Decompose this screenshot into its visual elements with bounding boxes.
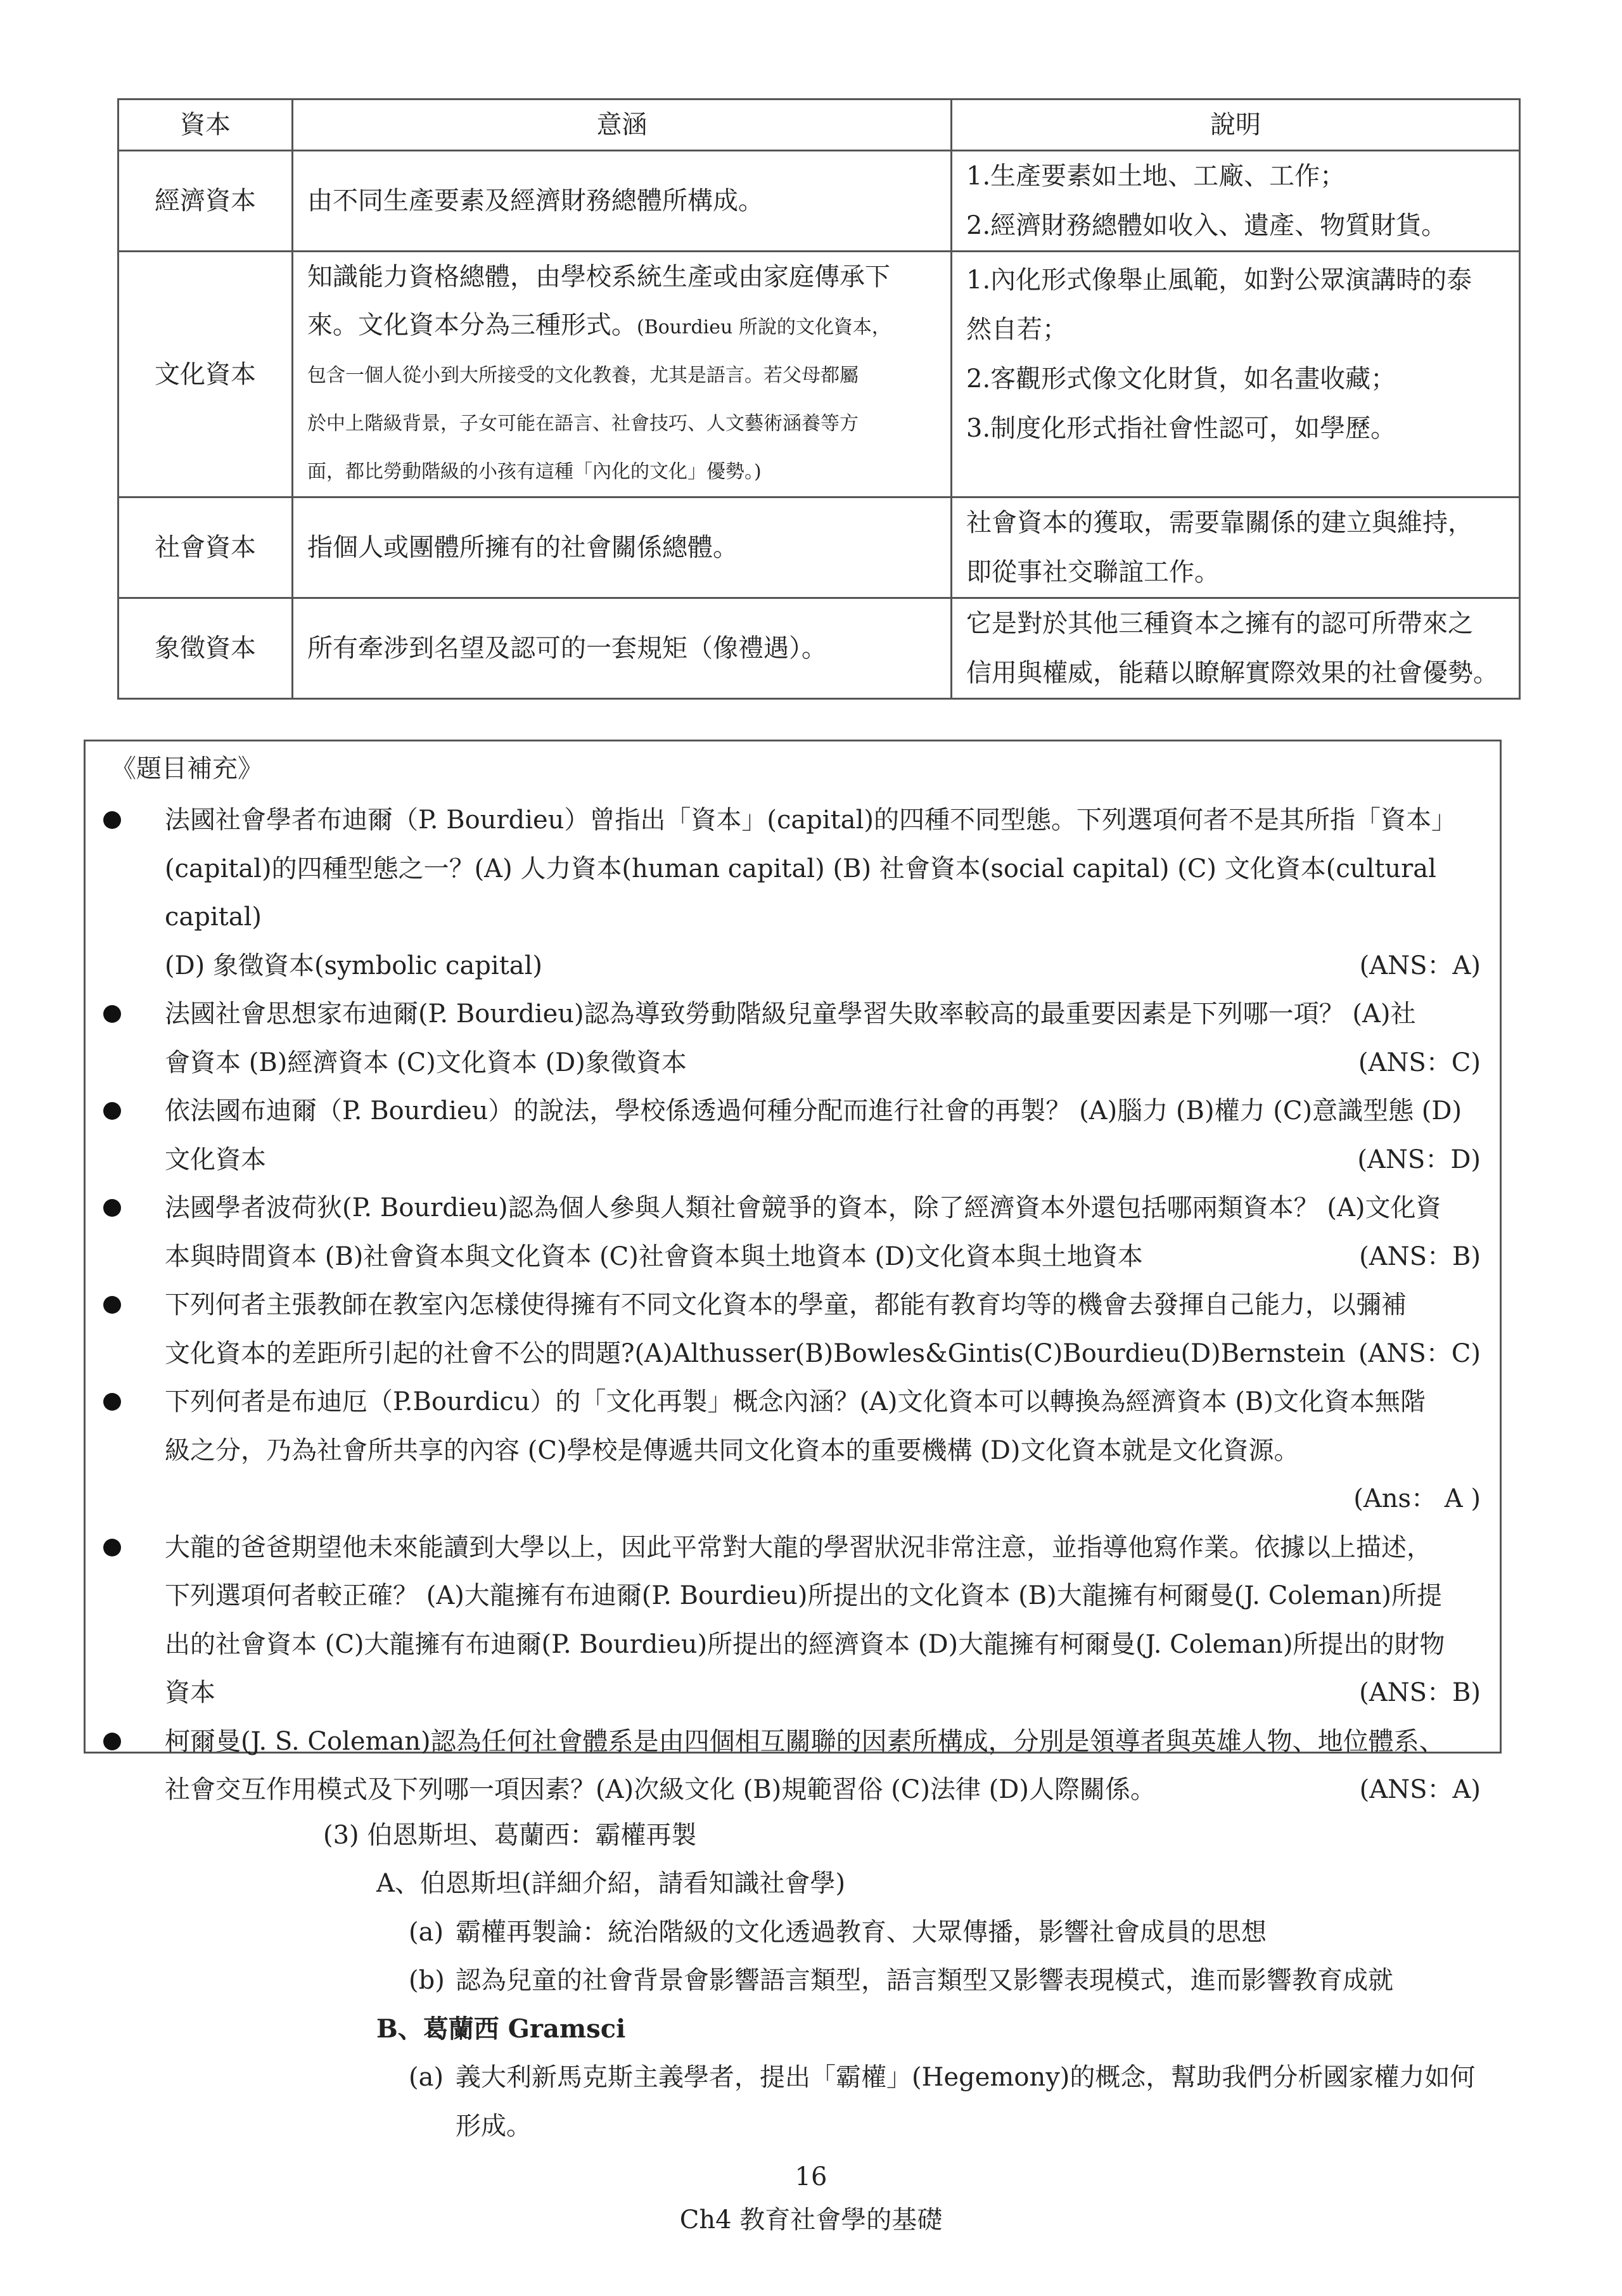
bullet-icon: [103, 1539, 121, 1556]
bullet-icon: [103, 1102, 121, 1120]
bullet-icon: [103, 1296, 121, 1314]
row-meaning: 指個人或團體所擁有的社會關係總體。: [293, 497, 952, 598]
table-row: [118, 598, 1520, 699]
page-number: 16: [795, 2162, 827, 2191]
outline-item: (a) 義大利新馬克斯主義學者，提出「霸權」(Hegemony)的概念，幫助我們分析國家權力如何: [409, 2063, 1476, 2092]
row-explain: 1.生產要素如土地、工廠、工作； 2.經濟財務總體如收入、遺產、物質財貨。: [952, 151, 1520, 252]
table-row: [118, 252, 1520, 497]
question-item: 柯爾曼(J. S. Coleman)認為任何社會體系是由四個相互關聯的因素所構成，分別是領導者與英雄人物、地位體系、 社會交互作用模式及下列哪一項因素？(A)次級文化 (B)規範習俗 (C)法律 (D)人際關係。 (ANS：A): [86, 1717, 1500, 1814]
subsection-a-title: A、伯恩斯坦(詳細介紹，請看知識社會學): [376, 1869, 846, 1898]
header-explain: 說明: [952, 99, 1520, 151]
question-item: 下列何者是布迪厄（P.Bourdicu）的「文化再製」概念內涵？(A)文化資本可以轉換為經濟資本 (B)文化資本無階 級之分，乃為社會所共享的內容 (C)學校是傳遞共同文化資本的重要機構 (D)文化資本就是文化資源。 (Ans： A ): [86, 1378, 1500, 1523]
answer-label: (ANS：C): [1358, 1048, 1481, 1077]
answer-label: (ANS：C): [1358, 1338, 1481, 1368]
row-explain: 社會資本的獲取，需要靠關係的建立與維持， 即從事社交聯誼工作。: [952, 497, 1520, 598]
answer-label: (ANS：B): [1359, 1678, 1481, 1707]
table-row: [118, 497, 1520, 598]
supplement-box: [84, 740, 1502, 1804]
question-item: 下列何者主張教師在教室內怎樣使得擁有不同文化資本的學童，都能有教育均等的機會去發揮自己能力，以彌補 文化資本的差距所引起的社會不公的問題?(A)Althusser(B)Bowles&Gintis(C)Bourdieu(D)Bernstein (ANS：C): [86, 1281, 1500, 1378]
row-explain: 它是對於其他三種資本之擁有的認可所帶來之 信用與權威，能藉以瞭解實際效果的社會優勢。: [952, 598, 1520, 699]
row-meaning: 所有牽涉到名望及認可的一套規矩（像禮遇）。: [293, 598, 952, 699]
bullet-icon: [103, 811, 121, 829]
answer-label: (Ans： A ): [1353, 1484, 1481, 1513]
question-item: 法國社會學者布迪爾（P. Bourdieu）曾指出「資本」(capital)的四種不同型態。下列選項何者不是其所指「資本」 (capital)的四種型態之一？(A) 人力資本(human capital) (B) 社會資本(social capital) (C) 文化資本(cultural capital) (D) 象徵資本(symbolic capital) (ANS：A): [86, 796, 1500, 990]
answer-label: (ANS：A): [1359, 951, 1481, 980]
row-name: 象徵資本: [118, 598, 293, 699]
bullet-icon: [103, 1199, 121, 1217]
bullet-icon: [103, 1393, 121, 1411]
table-header-row: [118, 99, 1520, 151]
outline-item-continued: 形成。: [456, 2112, 532, 2141]
row-name: 社會資本: [118, 497, 293, 598]
row-name: 經濟資本: [118, 151, 293, 252]
question-item: 依法國布迪爾（P. Bourdieu）的說法，學校係透過何種分配而進行社會的再製？ (A)腦力 (B)權力 (C)意識型態 (D) 文化資本 (ANS：D): [86, 1087, 1500, 1184]
bullet-icon: [103, 1733, 121, 1750]
subsection-b-title: B、葛蘭西 Gramsci: [376, 2014, 626, 2044]
question-item: 大龍的爸爸期望他未來能讀到大學以上，因此平常對大龍的學習狀況非常注意，並指導他寫作業。依據以上描述， 下列選項何者較正確？ (A)大龍擁有布迪爾(P. Bourdieu)所提出的文化資本 (B)大龍擁有柯爾曼(J. Coleman)所提 出的社會資本 (C)大龍擁有布迪爾(P. Bourdieu)所提出的經濟資本 (D)大龍擁有柯爾曼(J. Coleman)所提出的財物 資本 (ANS：B): [86, 1523, 1500, 1717]
row-explain: 1.內化形式像舉止風範，如對公眾演講時的泰 然自若； 2.客觀形式像文化財貨，如名畫收藏； 3.制度化形式指社會性認可，如學歷。: [952, 252, 1520, 497]
header-capital: 資本: [118, 99, 293, 151]
supplement-title: 《題目補充》: [111, 754, 263, 783]
question-list: [86, 796, 1500, 1814]
header-meaning: 意涵: [293, 99, 952, 151]
capital-table: [117, 98, 1521, 700]
answer-label: (ANS：B): [1359, 1241, 1481, 1271]
section-heading: (3) 伯恩斯坦、葛蘭西：霸權再製: [323, 1821, 697, 1850]
chapter-title: Ch4 教育社會學的基礎: [679, 2205, 943, 2235]
question-item: 法國學者波荷狄(P. Bourdieu)認為個人參與人類社會競爭的資本，除了經濟資本外還包括哪兩類資本？ (A)文化資 本與時間資本 (B)社會資本與文化資本 (C)社會資本與土地資本 (D)文化資本與土地資本 (ANS：B): [86, 1184, 1500, 1281]
row-meaning: 由不同生產要素及經濟財務總體所構成。: [293, 151, 952, 252]
answer-label: (ANS：D): [1357, 1145, 1481, 1174]
outline-item: (a) 霸權再製論：統治階級的文化透過教育、大眾傳播，影響社會成員的思想: [409, 1918, 1267, 1947]
question-item: 法國社會思想家布迪爾(P. Bourdieu)認為導致勞動階級兒童學習失敗率較高的最重要因素是下列哪一項？ (A)社 會資本 (B)經濟資本 (C)文化資本 (D)象徵資本 (ANS：C): [86, 990, 1500, 1087]
table-row: [118, 151, 1520, 252]
outline-item: (b) 認為兒童的社會背景會影響語言類型，語言類型又影響表現模式，進而影響教育成就: [409, 1966, 1393, 1995]
row-name: 文化資本: [118, 252, 293, 497]
row-meaning: 知識能力資格總體，由學校系統生產或由家庭傳承下 來。文化資本分為三種形式。(Bourdieu 所說的文化資本， 包含一個人從小到大所接受的文化教養，尤其是語言。若父母都屬 於中上階級背景，子女可能在語言、社會技巧、人文藝術涵養等方 面，都比勞動階級的小孩有這種「內化的文化」優勢。): [293, 252, 952, 497]
bullet-icon: [103, 1005, 121, 1023]
answer-label: (ANS：A): [1359, 1775, 1481, 1804]
